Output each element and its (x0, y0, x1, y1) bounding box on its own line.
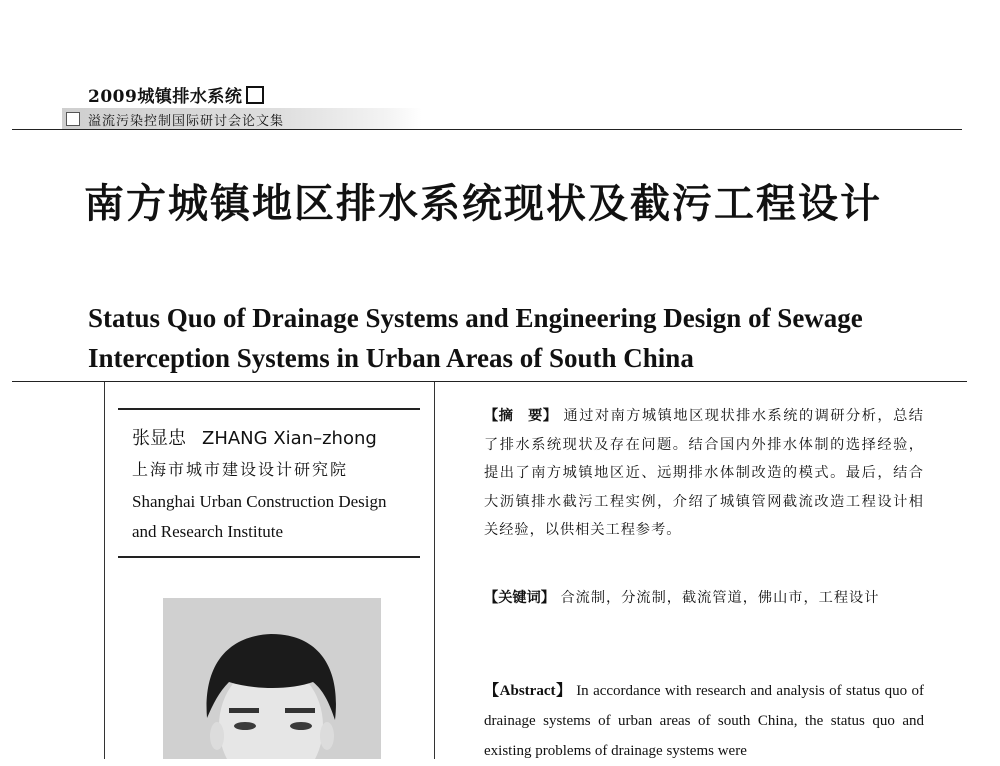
abstract-en (484, 676, 924, 766)
keywords-cn-text: 合流制，分流制，截流管道，佛山市，工程设计 (560, 590, 880, 606)
column-divider-left (104, 382, 105, 759)
title-rule (12, 381, 967, 382)
title-en: Status Quo of Drainage Systems and Engineering Design of Sewage Interception Systems in Urban Areas of South China (88, 303, 863, 373)
author-name (132, 424, 377, 450)
header-rule (12, 129, 962, 130)
column-divider-middle (434, 382, 435, 759)
title-cn: 南方城镇地区排水系统现状及截污工程设计 (84, 180, 882, 227)
affiliation-en: Shanghai Urban Construction Design and Research Institute (132, 492, 387, 541)
keywords-cn (484, 584, 924, 613)
keywords-cn-label: 【关键词】 (484, 590, 555, 606)
abstract-cn-label: 【摘 要】 (484, 408, 558, 424)
series-title-text: 2009城镇排水系统 (88, 87, 243, 107)
abstract-en-label: 【Abstract】 (484, 683, 572, 699)
series-title (88, 82, 264, 107)
author-name-en: ZHANG Xian–zhong (202, 428, 377, 449)
abstract-en-text: In accordance with research and analysis of status quo of drainage systems of urban areas of south China, the status quo and existing problems of drainage systems were (484, 683, 925, 759)
subtitle-text: 溢流污染控制国际研讨会论文集 (88, 114, 285, 129)
author-rule-bottom (118, 556, 420, 558)
square-icon (246, 86, 264, 104)
author-name-cn: 张显忠 (132, 428, 186, 449)
author-photo-graphic (163, 598, 381, 759)
author-photo (163, 598, 381, 759)
abstract-cn-text: 通过对南方城镇地区现状排水系统的调研分析，总结了排水系统现状及存在问题。结合国内外排水体制的选择经验，提出了南方城镇地区近、远期排水体制改造的模式。最后，结合大沥镇排水截污工程实例，介绍了城镇管网截流改造工程设计相关经验，以供相关工程参考。 (484, 408, 924, 538)
affiliation-cn: 上海市城市建设设计研究院 (132, 460, 349, 479)
abstract-cn (484, 402, 924, 545)
author-rule-top (118, 408, 420, 410)
square-icon (66, 112, 80, 126)
